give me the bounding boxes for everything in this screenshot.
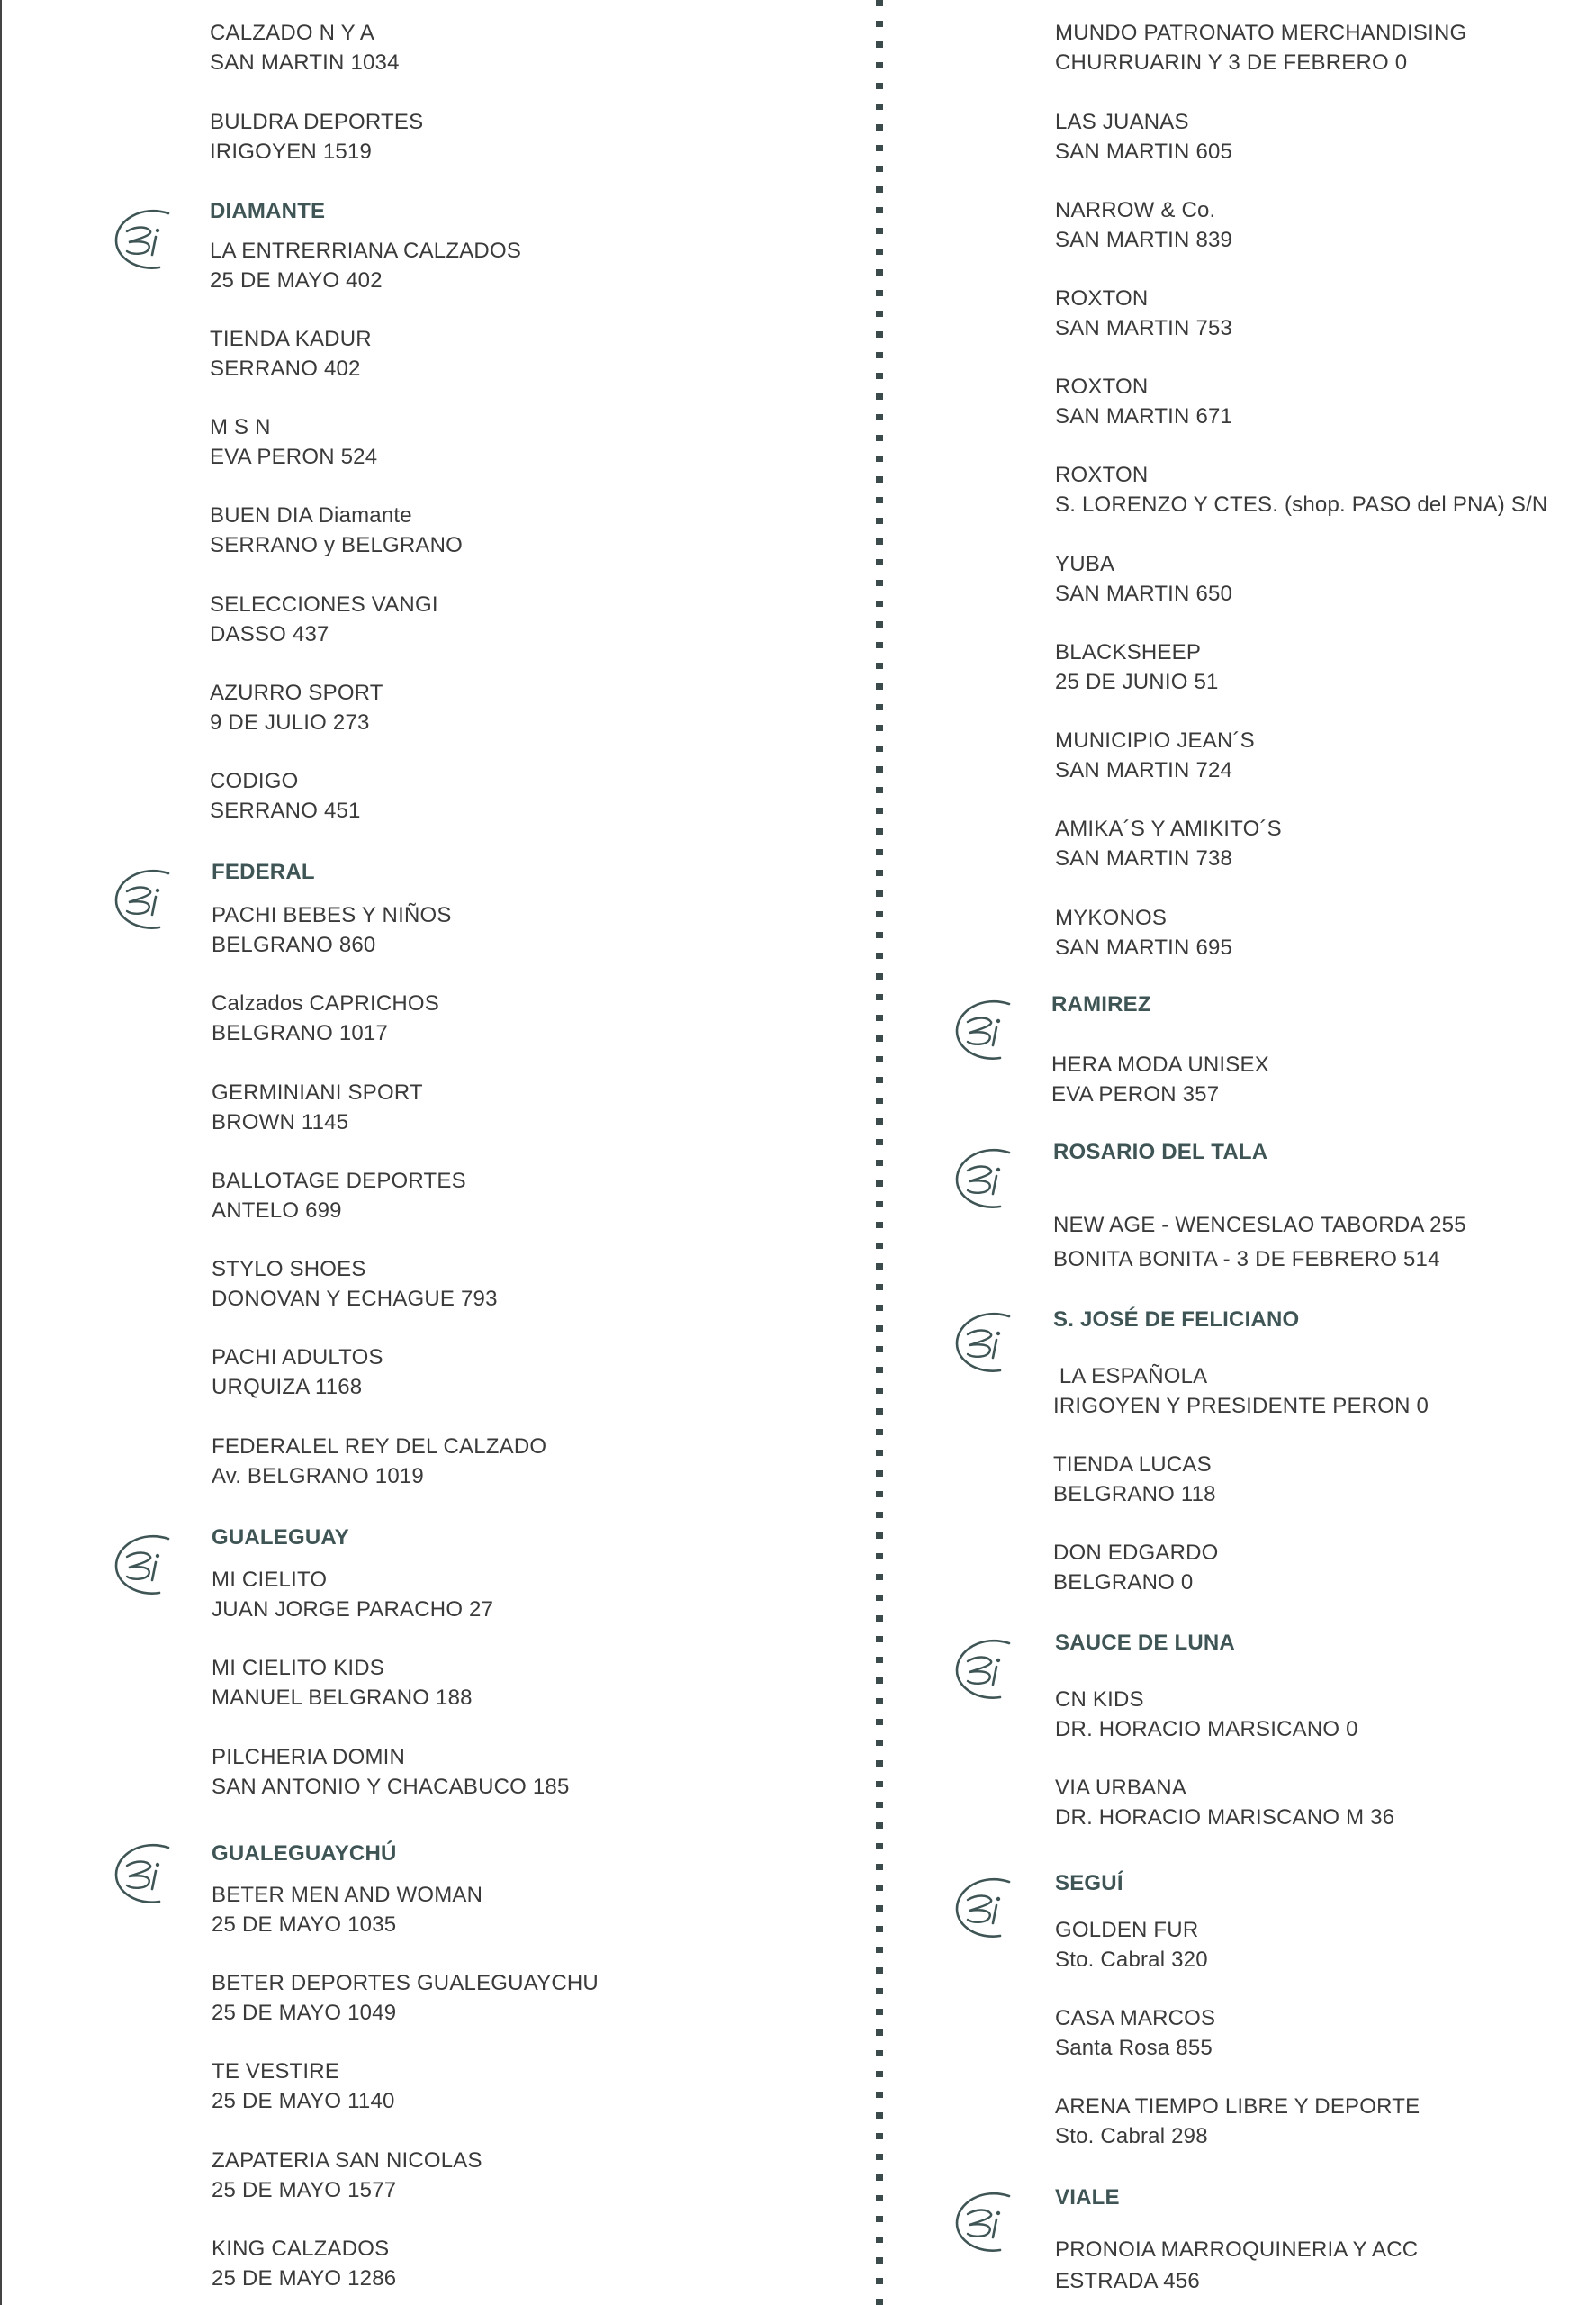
list-item (1055, 637, 1219, 697)
store-name: TE VESTIRE (212, 2059, 340, 2084)
list-item (1055, 903, 1232, 963)
store-address: SERRANO 451 (210, 799, 361, 823)
list-item (1055, 1915, 1208, 1975)
store-name: AZURRO SPORT (210, 681, 383, 705)
list-item (210, 236, 521, 295)
list-item (1055, 1685, 1358, 1744)
list-item (212, 2234, 396, 2293)
list-item (212, 1565, 493, 1624)
list-item (212, 1254, 498, 1314)
brand-logo-icon (951, 1871, 1023, 1943)
brand-logo-icon (951, 2185, 1023, 2257)
brand-logo-icon (951, 1142, 1023, 1214)
list-item (1055, 726, 1255, 785)
store-address: SAN MARTIN 1034 (210, 50, 400, 75)
store-name: NARROW & Co. (1055, 198, 1216, 222)
list-item (1055, 2234, 1418, 2297)
brand-logo-icon (111, 1528, 183, 1600)
list-item (212, 1166, 466, 1225)
store-name: MI CIELITO KIDS (212, 1656, 384, 1680)
list-item (212, 900, 452, 960)
list-item (1055, 460, 1547, 520)
store-address: 25 DE MAYO 1035 (212, 1912, 397, 1937)
store-address: DR. HORACIO MARSICANO 0 (1055, 1717, 1358, 1741)
store-address: SAN MARTIN 738 (1055, 846, 1233, 871)
store-address: 9 DE JULIO 273 (210, 710, 370, 735)
store-name: YUBA (1055, 552, 1115, 576)
store-line: NEW AGE - WENCESLAO TABORDA 255 (1053, 1213, 1466, 1237)
city-heading-federal: FEDERAL (212, 860, 315, 884)
city-heading-sauce-de-luna: SAUCE DE LUNA (1055, 1631, 1235, 1655)
store-address: IRIGOYEN Y PRESIDENTE PERON 0 (1053, 1394, 1429, 1418)
store-name: ROXTON (1055, 463, 1149, 487)
brand-logo-icon (951, 1306, 1023, 1378)
store-name: CASA MARCOS (1055, 2006, 1216, 2030)
city-heading-gualeguaychu: GUALEGUAYCHÚ (212, 1841, 397, 1866)
store-name: PRONOIA MARROQUINERIA Y ACC (1055, 2237, 1419, 2262)
list-item (1051, 1050, 1269, 1109)
list-item (210, 590, 438, 649)
store-name: MI CIELITO (212, 1568, 328, 1592)
brand-logo-icon (111, 863, 183, 935)
store-name: GERMINIANI SPORT (212, 1080, 423, 1105)
store-name: MYKONOS (1055, 906, 1168, 930)
store-name: DON EDGARDO (1053, 1541, 1219, 1565)
list-item (210, 324, 372, 384)
store-name: PACHI BEBES Y NIÑOS (212, 903, 452, 927)
list-item (212, 1432, 546, 1491)
store-address: BROWN 1145 (212, 1110, 349, 1134)
store-name: LA ESPAÑOLA (1053, 1364, 1208, 1388)
list-item (210, 107, 423, 167)
brand-logo-icon (951, 993, 1023, 1065)
store-address: MANUEL BELGRANO 188 (212, 1686, 473, 1710)
list-item (212, 1342, 383, 1402)
store-address: Santa Rosa 855 (1055, 2036, 1213, 2060)
list-item (212, 2056, 395, 2116)
city-heading-rosario-del-tala: ROSARIO DEL TALA (1053, 1140, 1268, 1164)
store-address: SAN MARTIN 605 (1055, 140, 1233, 164)
list-item (1055, 1773, 1394, 1832)
list-item (1055, 814, 1282, 873)
list-item (212, 989, 439, 1048)
store-address: ANTELO 699 (212, 1198, 342, 1223)
store-address: BELGRANO 118 (1053, 1482, 1216, 1506)
store-name: PACHI ADULTOS (212, 1345, 383, 1369)
store-address: DONOVAN Y ECHAGUE 793 (212, 1287, 498, 1311)
list-item (1055, 549, 1232, 609)
store-name: BETER DEPORTES GUALEGUAYCHU (212, 1971, 599, 1995)
store-name: BETER MEN AND WOMAN (212, 1883, 483, 1907)
list-item (212, 1653, 473, 1713)
store-address: SAN ANTONIO Y CHACABUCO 185 (212, 1775, 570, 1799)
store-name: BULDRA DEPORTES (210, 110, 424, 134)
list-item (1055, 372, 1232, 431)
store-name: HERA MODA UNISEX (1051, 1053, 1269, 1077)
list-item (1053, 1208, 1466, 1277)
brand-logo-icon (111, 203, 183, 275)
store-address: SERRANO 402 (210, 357, 361, 381)
store-address: DASSO 437 (210, 622, 329, 646)
store-name: MUNDO PATRONATO MERCHANDISING (1055, 21, 1467, 45)
store-name: ROXTON (1055, 375, 1149, 399)
store-address: SAN MARTIN 695 (1055, 936, 1233, 960)
store-address: ESTRADA 456 (1055, 2269, 1200, 2293)
list-item (210, 678, 383, 737)
list-item (1055, 18, 1466, 77)
store-name: TIENDA LUCAS (1053, 1452, 1212, 1477)
city-heading-viale: VIALE (1055, 2185, 1120, 2210)
store-name: CALZADO N Y A (210, 21, 375, 45)
list-item (1055, 107, 1232, 167)
store-address: 25 DE MAYO 402 (210, 268, 383, 293)
list-item (1055, 284, 1232, 343)
list-item (212, 2146, 482, 2205)
store-name: CODIGO (210, 769, 299, 793)
column-divider (876, 0, 883, 2305)
store-name: Calzados CAPRICHOS (212, 991, 440, 1016)
store-name: LA ENTRERRIANA CALZADOS (210, 239, 522, 263)
city-heading-segui: SEGUÍ (1055, 1871, 1123, 1895)
list-item (210, 766, 361, 826)
store-address: BELGRANO 0 (1053, 1570, 1194, 1595)
store-name: LAS JUANAS (1055, 110, 1189, 134)
store-address: 25 DE MAYO 1140 (212, 2089, 395, 2113)
list-item (212, 1078, 423, 1137)
store-address: Av. BELGRANO 1019 (212, 1464, 424, 1488)
store-name: CN KIDS (1055, 1687, 1144, 1712)
city-heading-diamante: DIAMANTE (210, 199, 326, 223)
city-heading-san-jose-de-feliciano: S. JOSÉ DE FELICIANO (1053, 1307, 1300, 1332)
store-name: TIENDA KADUR (210, 327, 372, 351)
list-item (1053, 1361, 1429, 1421)
store-name: SELECCIONES VANGI (210, 592, 438, 617)
page-edge-line (0, 0, 2, 2305)
store-address: IRIGOYEN 1519 (210, 140, 373, 164)
store-address: SERRANO y BELGRANO (210, 533, 463, 557)
store-address: URQUIZA 1168 (212, 1375, 363, 1399)
store-address: SAN MARTIN 724 (1055, 758, 1233, 782)
list-item (210, 501, 463, 560)
list-item (1053, 1538, 1219, 1597)
store-name: ROXTON (1055, 286, 1149, 311)
store-address: Sto. Cabral 320 (1055, 1948, 1208, 1972)
store-name: KING CALZADOS (212, 2237, 390, 2261)
store-address: SAN MARTIN 650 (1055, 582, 1233, 606)
store-name: FEDERALEL REY DEL CALZADO (212, 1434, 547, 1459)
store-address: SAN MARTIN 839 (1055, 228, 1233, 252)
store-address: SAN MARTIN 753 (1055, 316, 1233, 340)
brand-logo-icon (111, 1837, 183, 1909)
store-name: M S N (210, 415, 271, 439)
list-item (212, 1880, 482, 1939)
store-address: 25 DE MAYO 1049 (212, 2001, 397, 2025)
store-name: ARENA TIEMPO LIBRE Y DEPORTE (1055, 2094, 1420, 2119)
store-address: S. LORENZO Y CTES. (shop. PASO del PNA) S/N (1055, 493, 1548, 517)
store-name: STYLO SHOES (212, 1257, 366, 1281)
store-address: 25 DE MAYO 1286 (212, 2266, 397, 2291)
store-name: GOLDEN FUR (1055, 1918, 1199, 1942)
store-address: SAN MARTIN 671 (1055, 404, 1233, 429)
store-address: EVA PERON 524 (210, 445, 378, 469)
store-name: AMIKA´S Y AMIKITO´S (1055, 817, 1282, 841)
list-item (212, 1968, 599, 2028)
store-address: Sto. Cabral 298 (1055, 2124, 1208, 2148)
store-name: BLACKSHEEP (1055, 640, 1202, 664)
list-item (212, 1742, 570, 1802)
list-item (1055, 195, 1232, 255)
store-address: BELGRANO 1017 (212, 1021, 389, 1045)
list-item (210, 18, 400, 77)
list-item (1055, 2003, 1215, 2063)
store-address: CHURRUARIN Y 3 DE FEBRERO 0 (1055, 50, 1408, 75)
store-name: VIA URBANA (1055, 1776, 1187, 1800)
store-name: PILCHERIA DOMIN (212, 1745, 406, 1769)
store-address: BELGRANO 860 (212, 933, 376, 957)
brand-logo-icon (951, 1632, 1023, 1704)
store-address: DR. HORACIO MARISCANO M 36 (1055, 1805, 1395, 1830)
store-name: BUEN DIA Diamante (210, 503, 412, 528)
store-name: BALLOTAGE DEPORTES (212, 1169, 466, 1193)
store-address: EVA PERON 357 (1051, 1082, 1220, 1107)
list-item (1053, 1450, 1216, 1509)
store-address: 25 DE MAYO 1577 (212, 2178, 397, 2202)
store-line: BONITA BONITA - 3 DE FEBRERO 514 (1053, 1247, 1440, 1271)
list-item (1055, 2092, 1420, 2151)
list-item (210, 412, 377, 472)
store-name: ZAPATERIA SAN NICOLAS (212, 2148, 482, 2173)
city-heading-gualeguay: GUALEGUAY (212, 1525, 349, 1550)
store-name: MUNICIPIO JEAN´S (1055, 728, 1255, 753)
store-address: 25 DE JUNIO 51 (1055, 670, 1219, 694)
store-address: JUAN JORGE PARACHO 27 (212, 1597, 494, 1622)
city-heading-ramirez: RAMIREZ (1051, 992, 1151, 1017)
